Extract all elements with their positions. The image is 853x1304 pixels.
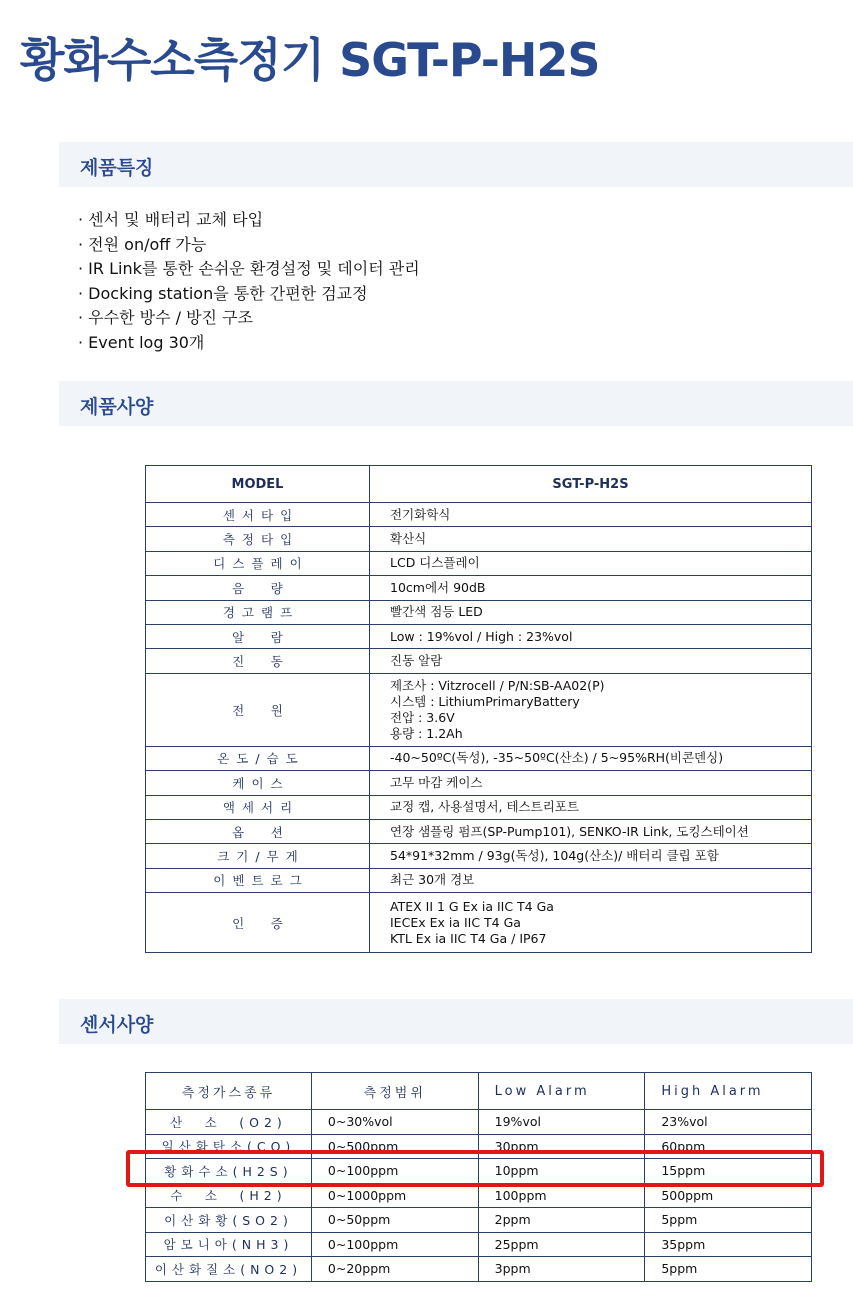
spec-value: 진동 알람	[370, 649, 812, 673]
spec-row	[146, 673, 812, 746]
sensor-row	[146, 1183, 812, 1208]
spec-row	[146, 624, 812, 648]
spec-header-model: MODEL	[146, 466, 370, 503]
spec-key: 옵 션	[146, 819, 370, 843]
sensor-high-alarm: 5ppm	[645, 1208, 812, 1233]
spec-table-body	[146, 503, 812, 953]
spec-row	[146, 527, 812, 551]
spec-key: 케이스	[146, 771, 370, 795]
spec-value: 확산식	[370, 527, 812, 551]
spec-key: 전 원	[146, 673, 370, 746]
sensor-row	[146, 1257, 812, 1282]
spec-row	[146, 649, 812, 673]
feature-item: · 센서 및 배터리 교체 타입	[78, 210, 264, 229]
sensor-low-alarm: 2ppm	[478, 1208, 645, 1233]
sensor-row	[146, 1134, 812, 1159]
spec-value: 교정 캡, 사용설명서, 테스트리포트	[370, 795, 812, 819]
sensor-row	[146, 1232, 812, 1257]
spec-value: 빨간색 점등 LED	[370, 600, 812, 624]
spec-key: 측정타입	[146, 527, 370, 551]
spec-value: 연장 샘플링 펌프(SP-Pump101), SENKO-IR Link, 도킹스테이션	[370, 819, 812, 843]
spec-key: 진 동	[146, 649, 370, 673]
sensor-section-title: 센서사양	[80, 1014, 154, 1036]
sensor-low-alarm: 19%vol	[478, 1110, 645, 1135]
sensor-high-alarm: 35ppm	[645, 1232, 812, 1257]
spec-key: 이벤트로그	[146, 868, 370, 892]
sensor-range: 0~100ppm	[311, 1159, 478, 1184]
spec-key: 경고램프	[146, 600, 370, 624]
spec-table	[145, 465, 812, 953]
sensor-range: 0~50ppm	[311, 1208, 478, 1233]
sensor-row-highlighted	[146, 1159, 812, 1184]
sensor-low-alarm: 25ppm	[478, 1232, 645, 1257]
spec-row	[146, 600, 812, 624]
sensor-high-alarm: 60ppm	[645, 1134, 812, 1159]
sensor-low-alarm: 3ppm	[478, 1257, 645, 1282]
spec-value: 제조사 : Vitzrocell / P/N:SB-AA02(P) 시스템 : LithiumPrimaryBattery 전압 : 3.6V 용량 : 1.2Ah	[370, 673, 812, 746]
sensor-range: 0~100ppm	[311, 1232, 478, 1257]
sensor-row	[146, 1110, 812, 1135]
spec-row	[146, 771, 812, 795]
sensor-header-gas: 측정가스종류	[146, 1073, 312, 1110]
sensor-header-low-alarm: Low Alarm	[478, 1073, 645, 1110]
sensor-range: 0~20ppm	[311, 1257, 478, 1282]
spec-row	[146, 844, 812, 868]
sensor-range: 0~1000ppm	[311, 1183, 478, 1208]
spec-value: 54*91*32mm / 93g(독성), 104g(산소)/ 배터리 클립 포함	[370, 844, 812, 868]
sensor-row	[146, 1208, 812, 1233]
feature-item: · Event log 30개	[78, 332, 205, 352]
sensor-high-alarm: 23%vol	[645, 1110, 812, 1135]
feature-item: · IR Link를 통한 손쉬운 환경설정 및 데이터 관리	[78, 259, 420, 279]
sensor-gas: 암모니아(NH3)	[146, 1232, 312, 1257]
spec-key: 크기/무게	[146, 844, 370, 868]
sensor-table	[145, 1072, 812, 1282]
sensor-gas: 일산화탄소(CO)	[146, 1134, 312, 1159]
sensor-range: 0~500ppm	[311, 1134, 478, 1159]
feature-item: · 우수한 방수 / 방진 구조	[78, 308, 254, 328]
features-section-header	[59, 142, 853, 187]
spec-row	[146, 503, 812, 527]
sensor-gas: 산 소 (O2)	[146, 1110, 312, 1135]
spec-key: 액세서리	[146, 795, 370, 819]
features-list	[78, 208, 420, 356]
specs-section-header	[59, 381, 853, 426]
sensor-range: 0~30%vol	[311, 1110, 478, 1135]
spec-key: 알 람	[146, 624, 370, 648]
spec-key: 디스플레이	[146, 551, 370, 575]
sensor-low-alarm: 10ppm	[478, 1159, 645, 1184]
sensor-gas: 이산화황(SO2)	[146, 1208, 312, 1233]
sensor-section-header	[59, 999, 853, 1044]
sensor-high-alarm: 15ppm	[645, 1159, 812, 1184]
spec-value: 전기화학식	[370, 503, 812, 527]
spec-row	[146, 868, 812, 892]
sensor-high-alarm: 500ppm	[645, 1183, 812, 1208]
sensor-gas: 황화수소(H2S)	[146, 1159, 312, 1184]
sensor-low-alarm: 100ppm	[478, 1183, 645, 1208]
spec-row	[146, 551, 812, 575]
sensor-gas: 수 소 (H2)	[146, 1183, 312, 1208]
spec-header-model-value: SGT-P-H2S	[370, 466, 812, 503]
spec-row	[146, 795, 812, 819]
spec-key: 온도/습도	[146, 746, 370, 770]
spec-row	[146, 893, 812, 953]
spec-row	[146, 746, 812, 770]
spec-row	[146, 576, 812, 600]
spec-key: 센서타입	[146, 503, 370, 527]
spec-key: 음 량	[146, 576, 370, 600]
spec-value: 10cm에서 90dB	[370, 576, 812, 600]
sensor-gas: 이산화질소(NO2)	[146, 1257, 312, 1282]
spec-value: 고무 마감 케이스	[370, 771, 812, 795]
sensor-low-alarm: 30ppm	[478, 1134, 645, 1159]
page-title: 황화수소측정기 SGT-P-H2S	[20, 33, 600, 87]
sensor-table-body	[146, 1110, 812, 1282]
spec-value: LCD 디스플레이	[370, 551, 812, 575]
spec-value: 최근 30개 경보	[370, 868, 812, 892]
sensor-high-alarm: 5ppm	[645, 1257, 812, 1282]
sensor-header-range: 측정범위	[311, 1073, 478, 1110]
spec-value: Low : 19%vol / High : 23%vol	[370, 624, 812, 648]
spec-value: ATEX II 1 G Ex ia IIC T4 Ga IECEx Ex ia IIC T4 Ga KTL Ex ia IIC T4 Ga / IP67	[370, 893, 812, 953]
spec-row	[146, 819, 812, 843]
feature-item: · Docking station을 통한 간편한 검교정	[78, 283, 368, 303]
features-section-title: 제품특징	[80, 157, 154, 179]
spec-key: 인 증	[146, 893, 370, 953]
specs-section-title: 제품사양	[80, 396, 154, 418]
sensor-header-high-alarm: High Alarm	[645, 1073, 812, 1110]
feature-item: · 전원 on/off 가능	[78, 234, 207, 254]
spec-value: -40~50ºC(독성), -35~50ºC(산소) / 5~95%RH(비콘덴싱)	[370, 746, 812, 770]
